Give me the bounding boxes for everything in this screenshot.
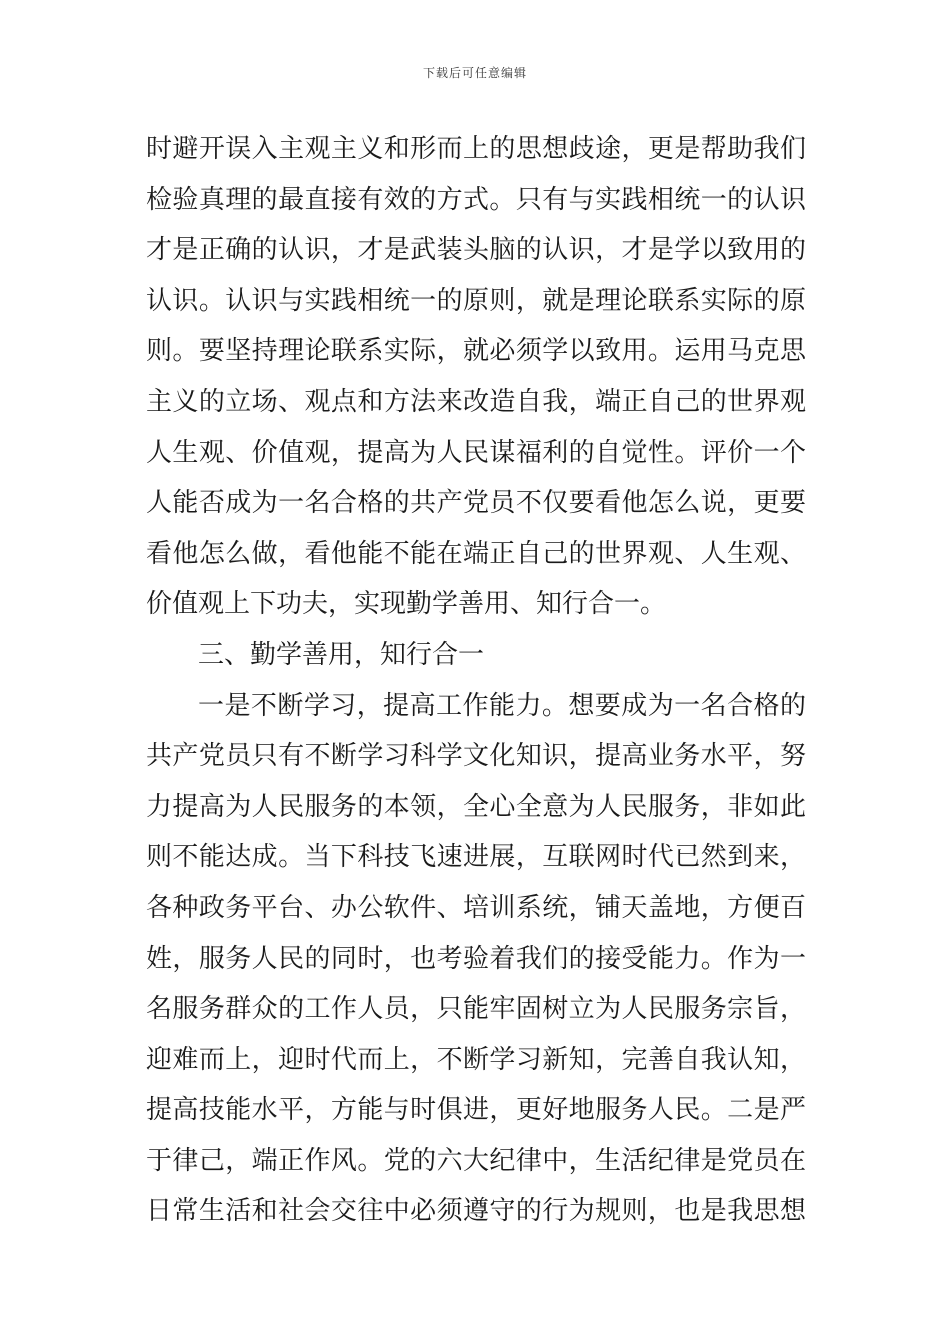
text-line: 认识。认识与实践相统一的原则，就是理论联系实际的原 — [146, 285, 806, 316]
page-header-note: 下载后可任意编辑 — [422, 66, 527, 80]
text-line: 则。要坚持理论联系实际，就必须学以致用。运用马克思 — [146, 336, 806, 367]
text-line: 主义的立场、观点和方法来改造自我，端正自己的世界观 — [146, 386, 806, 417]
text-line: 迎难而上，迎时代而上，不断学习新知，完善自我认知， — [146, 1044, 806, 1075]
text-line: 姓，服务人民的同时，也考验着我们的接受能力。作为一 — [146, 943, 806, 974]
text-line: 价值观上下功夫，实现勤学善用、知行合一。 — [146, 589, 667, 620]
text-line: 共产党员只有不断学习科学文化知识，提高业务水平，努 — [146, 741, 806, 772]
text-line: 才是正确的认识，才是武装头脑的认识，才是学以致用的 — [146, 235, 806, 266]
document-body — [146, 124, 806, 1237]
text-line: 提高技能水平，方能与时俱进，更好地服务人民。二是严 — [146, 1095, 806, 1126]
text-line: 力提高为人民服务的本领，全心全意为人民服务，非如此 — [146, 791, 806, 822]
text-line: 人能否成为一名合格的共产党员不仅要看他怎么说，更要 — [146, 488, 806, 519]
text-line: 人生观、价值观，提高为人民谋福利的自觉性。评价一个 — [146, 437, 806, 468]
text-line: 一是不断学习，提高工作能力。想要成为一名合格的 — [198, 690, 806, 721]
text-line: 名服务群众的工作人员，只能牢固树立为人民服务宗旨， — [146, 994, 806, 1025]
text-line: 各种政务平台、办公软件、培训系统，铺天盖地，方便百 — [146, 892, 806, 923]
text-line: 检验真理的最直接有效的方式。只有与实践相统一的认识 — [146, 184, 806, 215]
text-line: 则不能达成。当下科技飞速进展，互联网时代已然到来， — [146, 842, 806, 873]
text-line: 于律己，端正作风。党的六大纪律中，生活纪律是党员在 — [146, 1145, 806, 1176]
section-heading: 三、勤学善用，知行合一 — [198, 639, 485, 670]
text-line: 日常生活和社会交往中必须遵守的行为规则，也是我思想 — [146, 1196, 806, 1227]
text-line: 时避开误入主观主义和形而上的思想歧途，更是帮助我们 — [146, 134, 806, 164]
text-line: 看他怎么做，看他能不能在端正自己的世界观、人生观、 — [146, 538, 806, 569]
